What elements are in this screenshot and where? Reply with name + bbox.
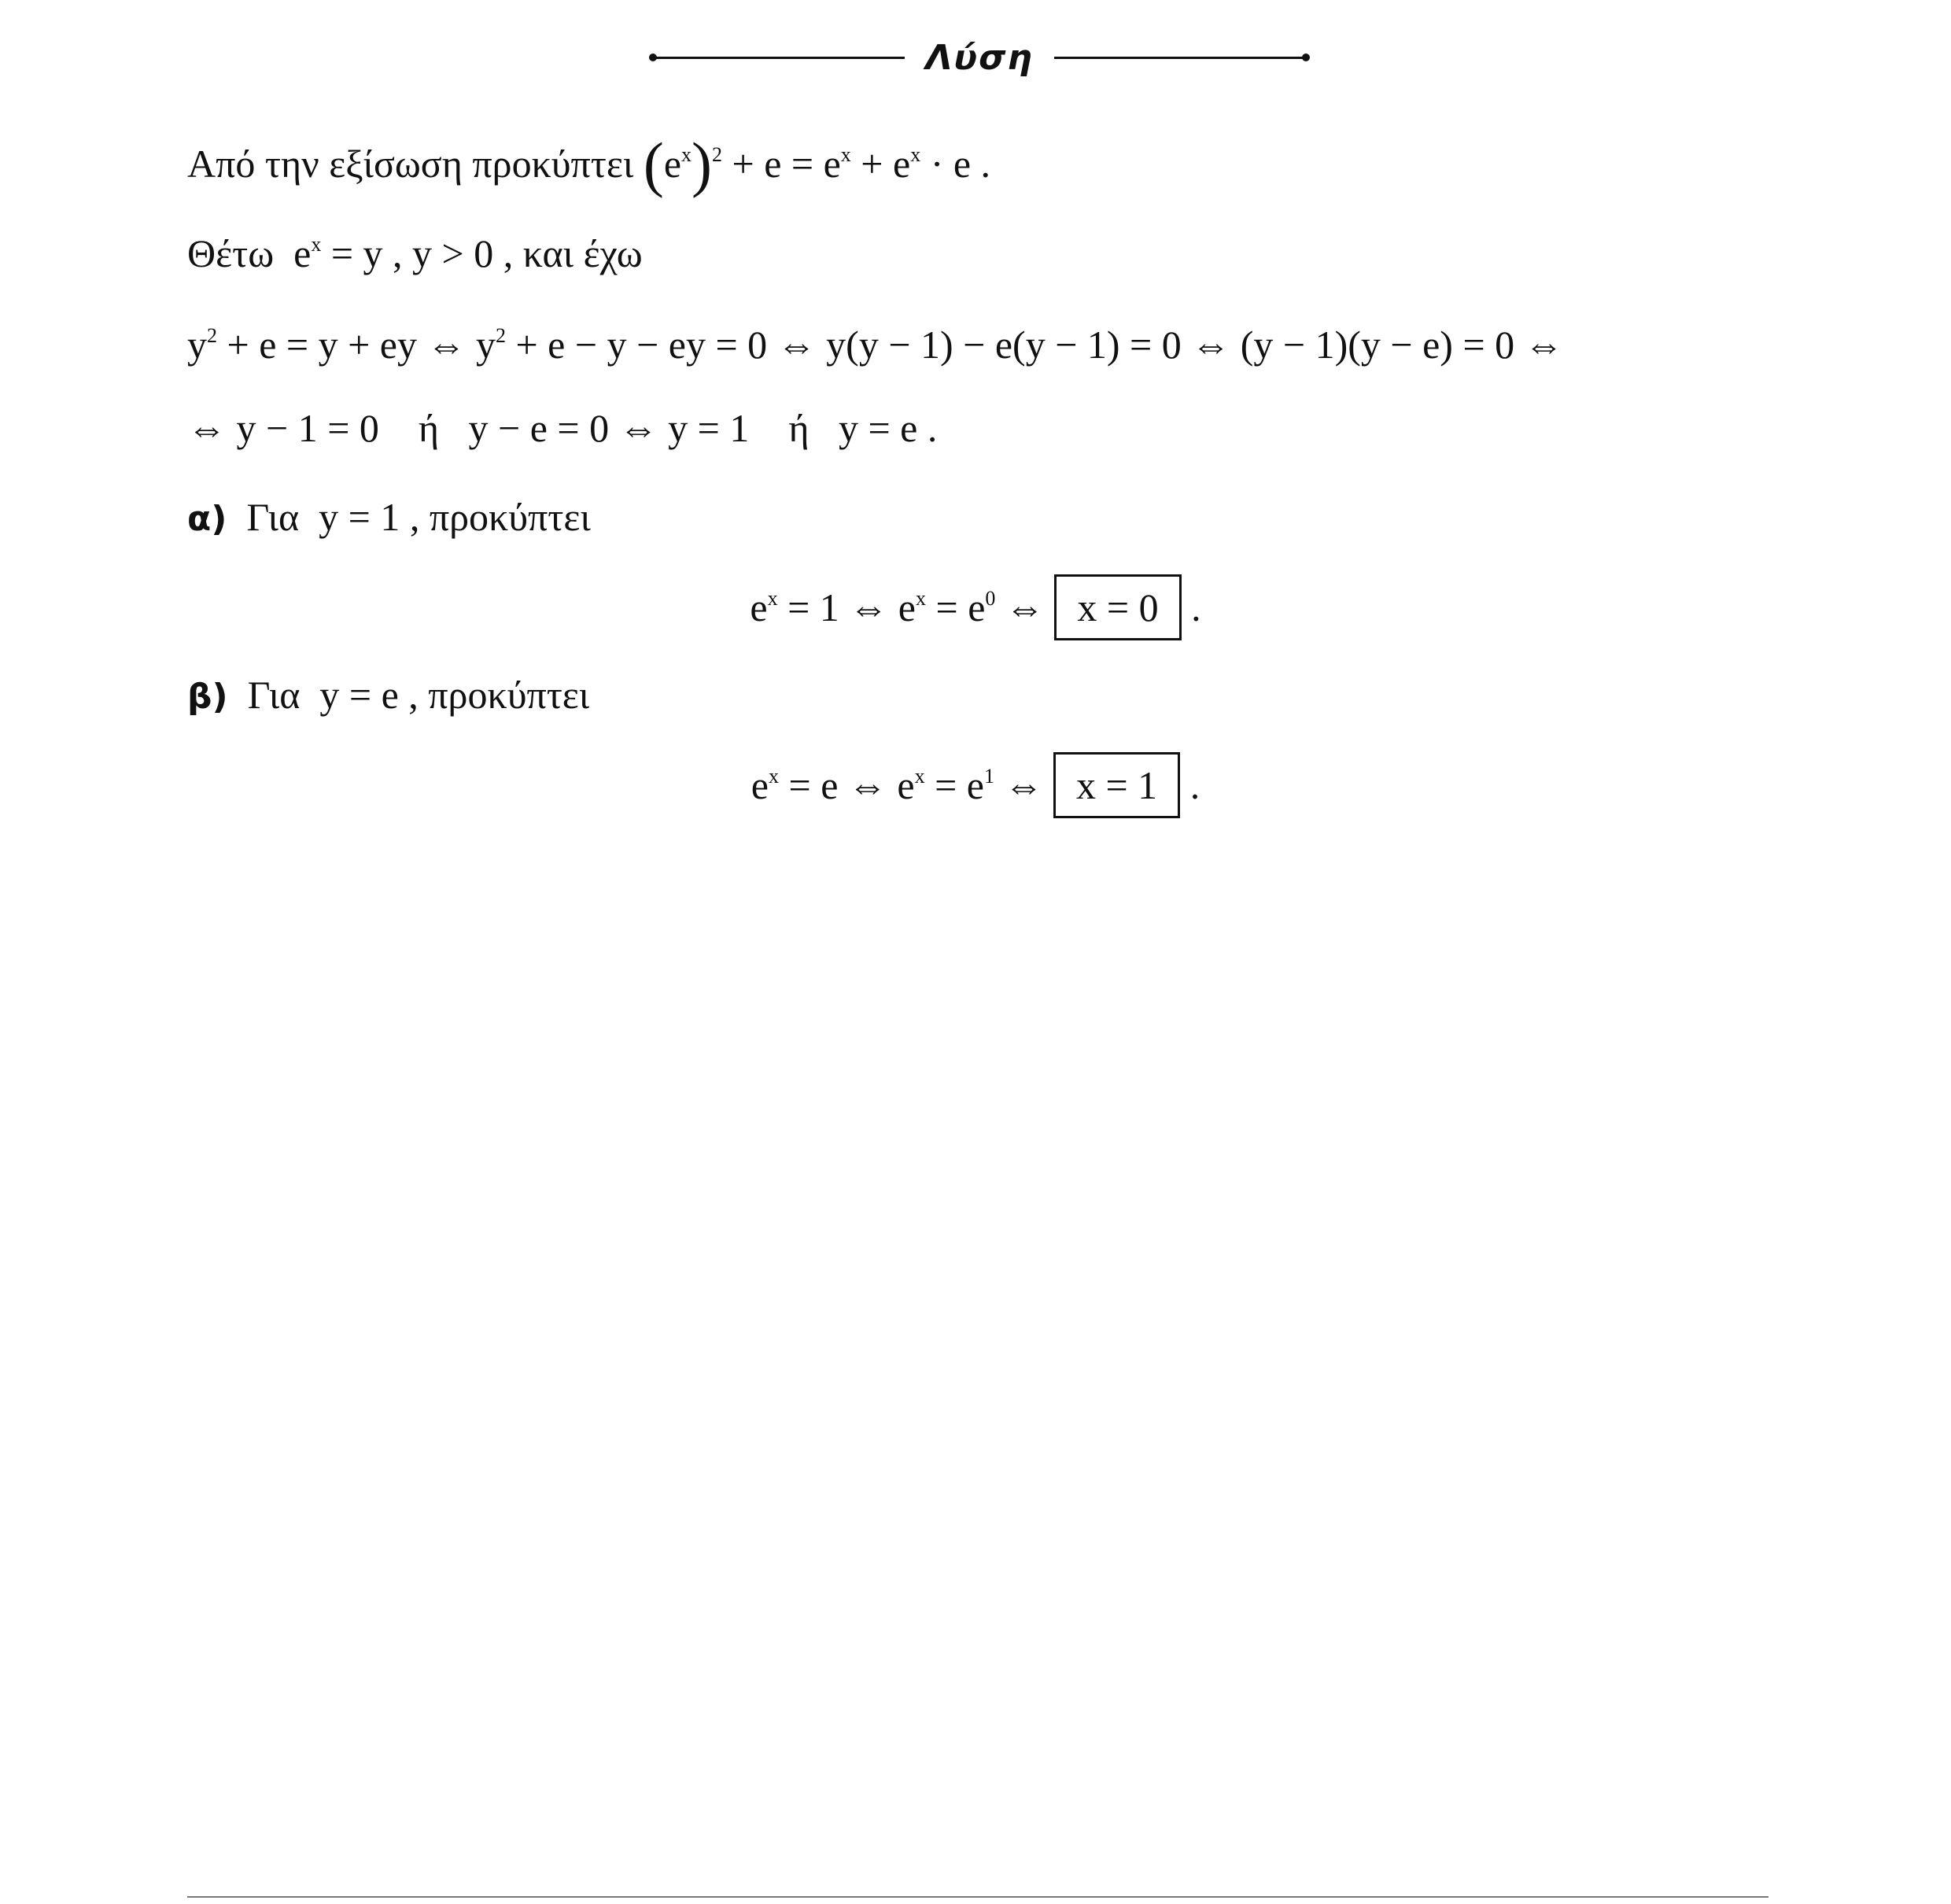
part-a-text: Για y = 1 , προκύπτει	[227, 495, 591, 539]
pa-eq-c: = e	[926, 585, 986, 629]
part-a-line	[187, 493, 591, 543]
eq1-a: y	[187, 323, 207, 367]
part-b-text: Για y = e , προκύπτει	[227, 673, 590, 717]
intro-line	[187, 130, 991, 198]
pa-eq-b: = 1 ⇔ e	[777, 585, 916, 629]
part-a-label: α)	[187, 499, 227, 539]
rule-endpoint-dot	[649, 54, 657, 61]
pa-eq-end: .	[1181, 585, 1201, 629]
pb-eq-exp-3: 1	[983, 765, 994, 788]
solution-title: Λύση	[925, 37, 1034, 78]
subst-exponent: x	[311, 233, 322, 256]
rule-endpoint-dot	[1302, 54, 1310, 61]
eq1-b: + e = y + ey ⇔ y	[217, 323, 496, 367]
substitution-line	[187, 230, 643, 277]
pa-eq-d: ⇔	[995, 585, 1055, 629]
equation-line-2	[187, 404, 937, 452]
pb-eq-exp-2: x	[914, 765, 925, 788]
boxed-answer-b: x = 1	[1053, 752, 1180, 818]
eq1-exp-2: 2	[495, 324, 506, 347]
eq1-exp-1: 2	[207, 324, 217, 347]
pb-eq-c: = e	[924, 763, 984, 807]
base-e: e	[663, 142, 682, 186]
pb-eq-b: = e ⇔ e	[779, 763, 915, 807]
part-b-equation	[0, 752, 1951, 818]
intro-rest-c: · e .	[920, 142, 991, 186]
boxed-answer-a: x = 0	[1054, 574, 1181, 640]
subst-text-a: Θέτω e	[187, 231, 312, 275]
pb-eq-a: e	[751, 763, 769, 807]
intro-rest-b: + e	[850, 142, 911, 186]
intro-rest-a: + e = e	[722, 142, 841, 186]
right-paren: )	[692, 130, 713, 198]
intro-exp-1: x	[840, 143, 851, 166]
pa-eq-exp-1: x	[767, 587, 778, 610]
pb-eq-end: .	[1180, 763, 1200, 807]
equation-line-1	[187, 321, 1564, 368]
left-paren: (	[643, 130, 664, 198]
intro-text: Από την εξίσωση προκύπτει	[187, 142, 644, 186]
subst-text-b: = y , y > 0 , και έχω	[321, 231, 643, 275]
pa-eq-exp-3: 0	[985, 587, 996, 610]
eq2-text: ⇔ y − 1 = 0 ή y − e = 0 ⇔ y = 1 ή y = e .	[187, 406, 938, 450]
pb-eq-d: ⇔	[994, 763, 1053, 807]
part-b-label: β)	[187, 677, 228, 717]
part-b-line	[187, 671, 589, 721]
intro-exp-2: x	[910, 143, 921, 166]
inner-exponent: x	[681, 143, 692, 166]
footer-rule	[187, 1896, 1768, 1898]
part-a-equation	[0, 574, 1951, 640]
header-rule-left	[653, 57, 905, 59]
eq1-c: + e − y − ey = 0 ⇔ y(y − 1) − e(y − 1) = 0 ⇔ (y − 1)(y − e) = 0 ⇔	[505, 323, 1564, 367]
pb-eq-exp-1: x	[769, 765, 779, 788]
solution-header	[653, 30, 1306, 85]
pa-eq-exp-2: x	[916, 587, 926, 610]
header-rule-right	[1054, 57, 1306, 59]
outer-exponent: 2	[712, 143, 723, 166]
pa-eq-a: e	[750, 585, 768, 629]
